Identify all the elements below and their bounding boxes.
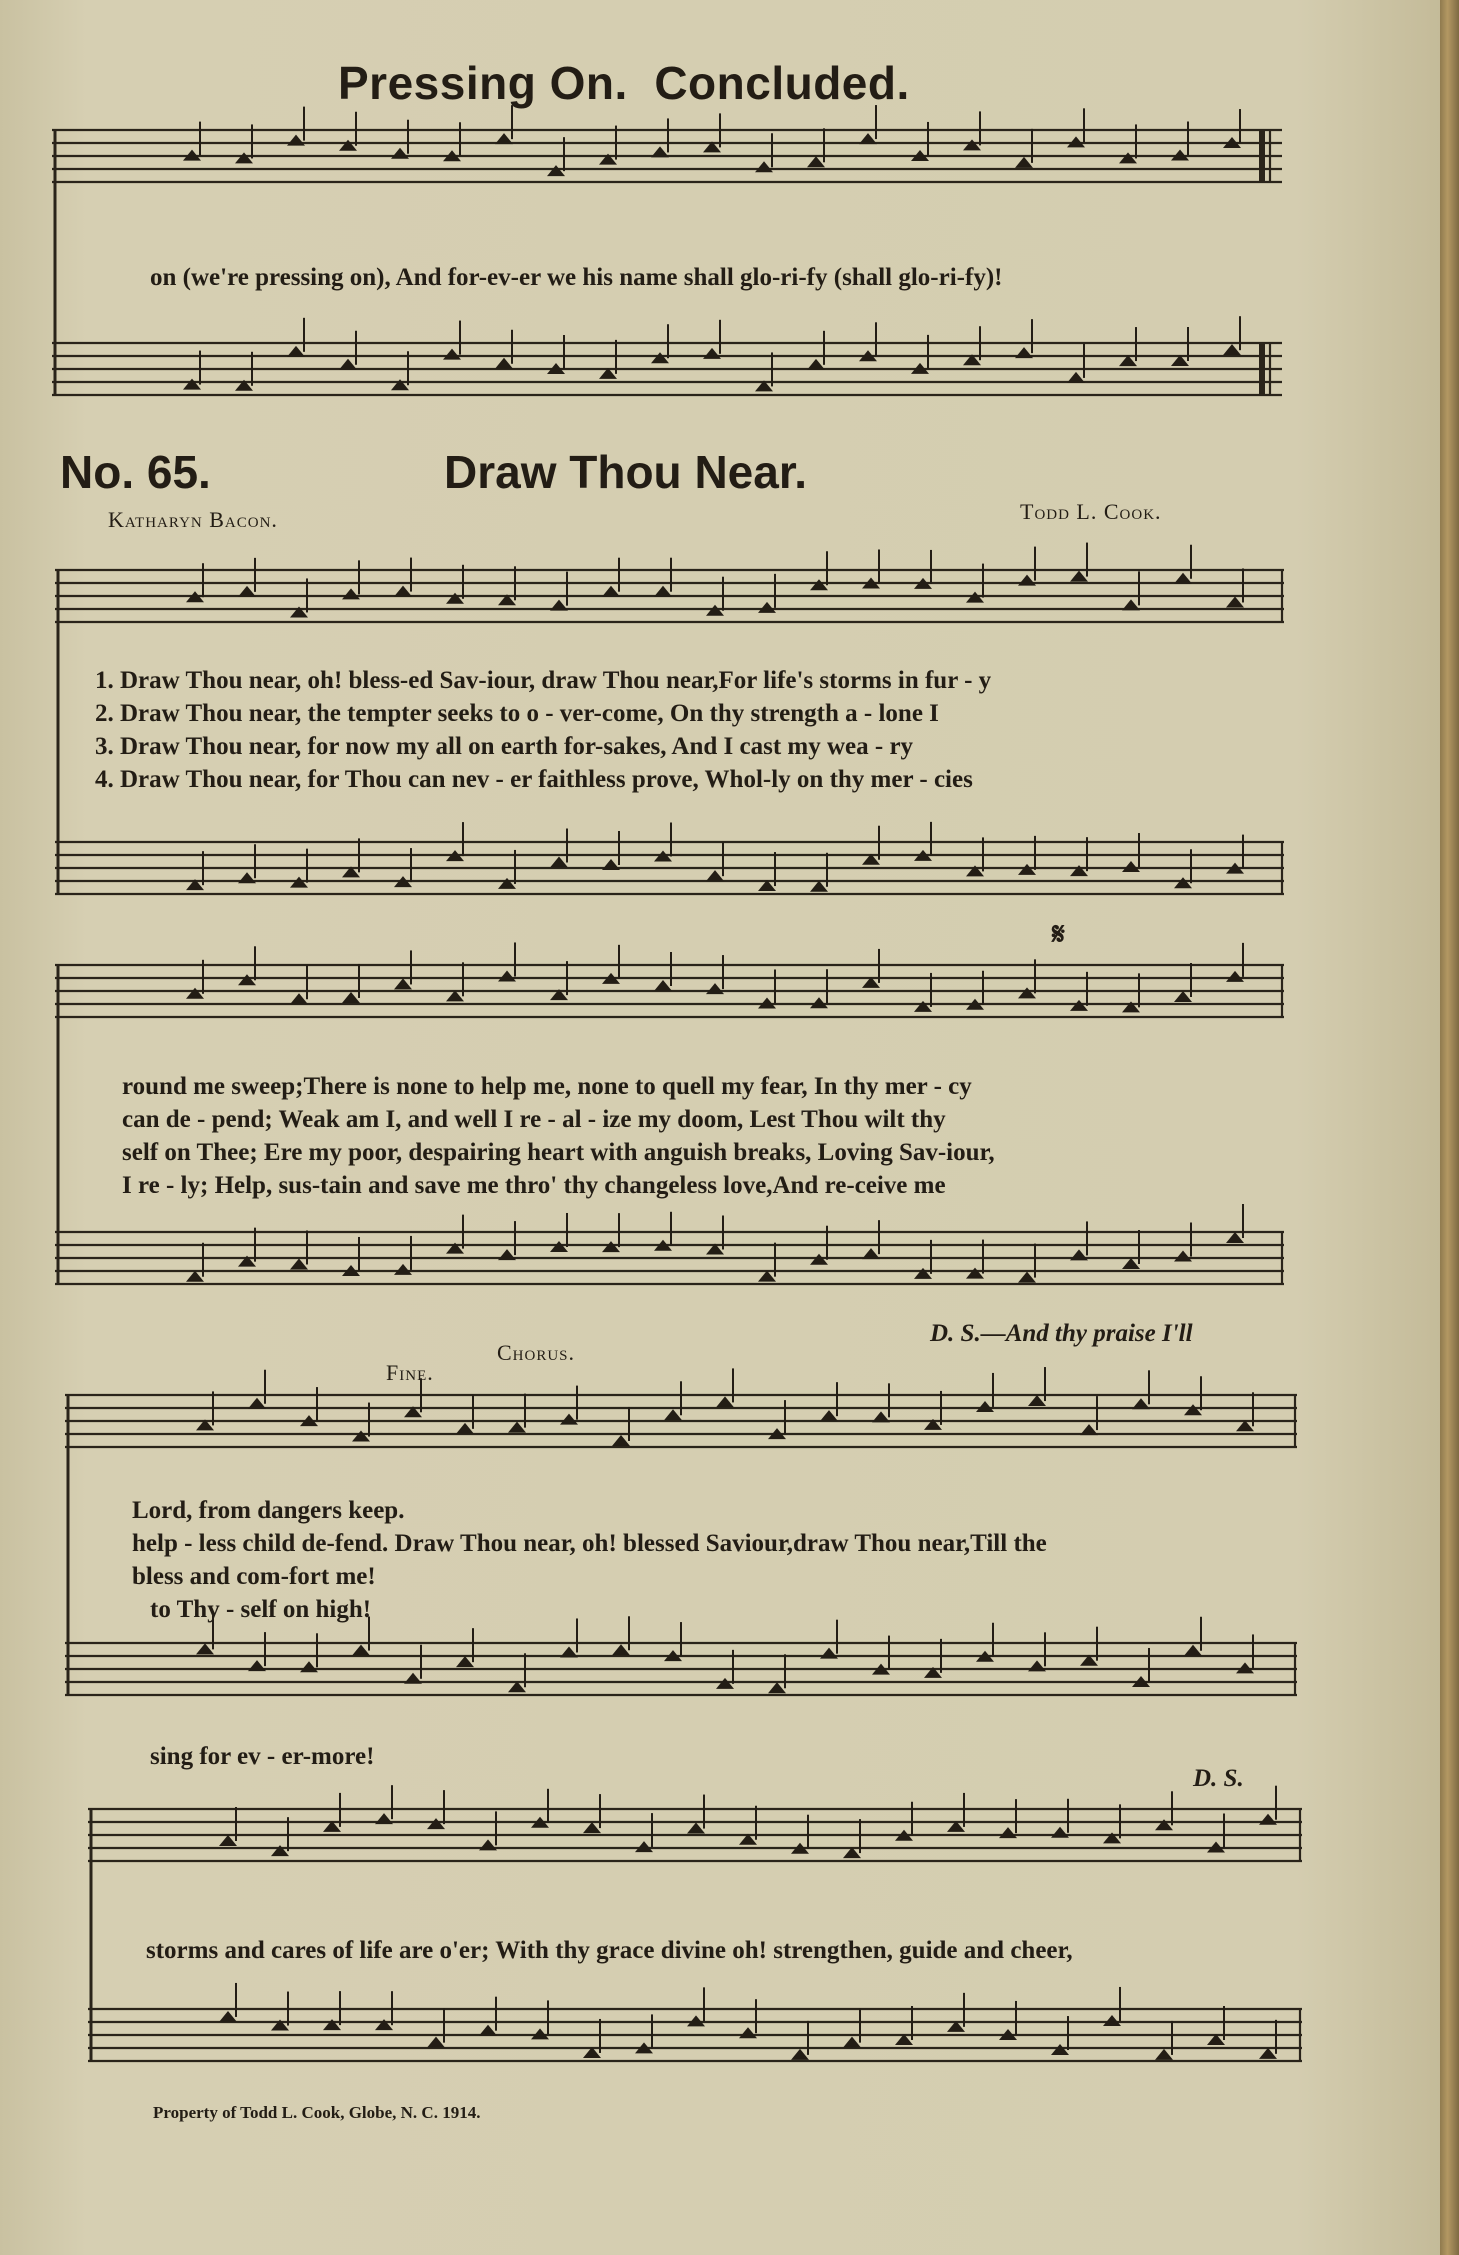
shape-note (1015, 157, 1033, 168)
shape-note (1174, 877, 1192, 888)
shape-note (810, 579, 828, 590)
shape-note (287, 135, 305, 146)
verse-3-line-1: 3. Draw Thou near, for now my all on earth for-sakes, And I cast my wea - ry (95, 733, 914, 760)
shape-note (602, 1241, 620, 1252)
verse-2-chorus-line: help - less child de-fend. Draw Thou near, oh! blessed Saviour,draw Thou near,Till the (132, 1530, 1047, 1557)
shape-note (810, 881, 828, 892)
shape-note (196, 1643, 214, 1654)
shape-note (914, 1001, 932, 1012)
shape-note (495, 358, 513, 369)
shape-note (687, 1823, 705, 1834)
ds-below-line: sing for ev - er-more! (150, 1743, 375, 1770)
verse-3-line-2: self on Thee; Ere my poor, despairing heart with anguish breaks, Loving Sav-iour, (122, 1139, 995, 1166)
shape-note (706, 983, 724, 994)
shape-note (843, 2037, 861, 2048)
ds-mark: D. S. (1193, 1765, 1244, 1792)
shape-note (703, 348, 721, 359)
shape-note (339, 359, 357, 370)
shape-note (498, 970, 516, 981)
shape-note (1015, 347, 1033, 358)
shape-note (859, 133, 877, 144)
shape-note (287, 346, 305, 357)
shape-note (1080, 1424, 1098, 1435)
previous-hymn-lyric: on (we're pressing on), And for-ev-er we his name shall glo-ri-fy (shall glo-ri-fy)! (150, 264, 1003, 291)
verse-4-line-1: 4. Draw Thou near, for Thou can nev - er faithless prove, Whol-ly on thy mer - cies (95, 766, 973, 793)
shape-note (550, 856, 568, 867)
shape-note (550, 1241, 568, 1252)
shape-note (238, 974, 256, 985)
verse-1-line-2: round me sweep;There is none to help me, none to quell my fear, In thy mer - cy (122, 1073, 972, 1100)
shape-note (1103, 2015, 1121, 2026)
shape-note (248, 1660, 266, 1671)
shape-note (391, 148, 409, 159)
shape-note (583, 1822, 601, 1833)
shape-note (219, 1835, 237, 1846)
shape-note (963, 139, 981, 150)
shape-note (394, 1264, 412, 1275)
chorus-lyric-line: storms and cares of life are o'er; With thy grace divine oh! strengthen, guide and cheer, (146, 1937, 1073, 1964)
shape-note (1155, 2049, 1173, 2060)
shape-note (290, 1258, 308, 1269)
shape-note (443, 349, 461, 360)
copyright-footer: Property of Todd L. Cook, Globe, N. C. 1914. (153, 2103, 481, 2122)
shape-note (872, 1411, 890, 1422)
shape-note (810, 997, 828, 1008)
shape-note (1226, 1232, 1244, 1243)
shape-note (1067, 136, 1085, 147)
segno-sign: 𝄋 (1052, 918, 1065, 951)
shape-note (1174, 1251, 1192, 1262)
shape-note (651, 352, 669, 363)
shape-note (755, 161, 773, 172)
shape-note (375, 2019, 393, 2030)
shape-note (1028, 1395, 1046, 1406)
shape-note (479, 1839, 497, 1850)
shape-note (456, 1656, 474, 1667)
shape-note (300, 1661, 318, 1672)
shape-note (560, 1646, 578, 1657)
shape-note (1174, 991, 1192, 1002)
shape-note (758, 602, 776, 613)
shape-note (820, 1410, 838, 1421)
shape-note (427, 1818, 445, 1829)
shape-note (706, 870, 724, 881)
shape-note (664, 1409, 682, 1420)
shape-note (1226, 971, 1244, 982)
shape-note (654, 586, 672, 597)
shape-note (550, 600, 568, 611)
verse-4-chorus-line: to Thy - self on high! (150, 1596, 372, 1623)
shape-note (768, 1682, 786, 1693)
shape-note (1018, 864, 1036, 875)
shape-note (394, 586, 412, 597)
shape-note (186, 988, 204, 999)
shape-note (498, 1249, 516, 1260)
chorus-label: Chorus. (497, 1340, 576, 1365)
shape-note (654, 980, 672, 991)
shape-note (1028, 1660, 1046, 1671)
shape-note (1184, 1645, 1202, 1656)
shape-note (290, 993, 308, 1004)
shape-note (352, 1645, 370, 1656)
shape-note (1223, 344, 1241, 355)
shape-note (1184, 1404, 1202, 1415)
shape-note (1122, 1258, 1140, 1269)
shape-note (739, 2027, 757, 2038)
shape-note (290, 877, 308, 888)
shape-note (375, 1813, 393, 1824)
verse-2-line-2: can de - pend; Weak am I, and well I re - al - ize my doom, Lest Thou wilt thy (122, 1106, 946, 1133)
shape-note (862, 1248, 880, 1259)
shape-note (791, 2049, 809, 2060)
shape-note (999, 1827, 1017, 1838)
shape-note (810, 1254, 828, 1265)
shape-note (716, 1678, 734, 1689)
shape-note (1122, 599, 1140, 610)
shape-note (508, 1422, 526, 1433)
shape-note (706, 605, 724, 616)
shape-note (1132, 1398, 1150, 1409)
shape-note (404, 1673, 422, 1684)
shape-note (547, 165, 565, 176)
shape-note (238, 872, 256, 883)
previous-hymn-title: Pressing On. (338, 57, 628, 109)
verse-1-chorus-line: Lord, from dangers keep. (132, 1497, 405, 1524)
shape-note (1070, 1249, 1088, 1260)
shape-note (352, 1431, 370, 1442)
shape-note (183, 379, 201, 390)
shape-note (1070, 865, 1088, 876)
shape-note (758, 1271, 776, 1282)
page-edge (1440, 0, 1459, 2255)
hymn-number: No. 65. (60, 446, 211, 498)
shape-note (602, 586, 620, 597)
shape-note (495, 133, 513, 144)
shape-note (342, 992, 360, 1003)
shape-note (651, 146, 669, 157)
shape-note (914, 1268, 932, 1279)
shape-note (1122, 861, 1140, 872)
verse-4-line-2: I re - ly; Help, sus-tain and save me thro' thy changeless love,And re-ceive me (122, 1172, 946, 1199)
shape-note (1226, 596, 1244, 607)
shape-note (560, 1414, 578, 1425)
shape-note (339, 140, 357, 151)
shape-note (342, 588, 360, 599)
shape-note (235, 152, 253, 163)
shape-note (976, 1401, 994, 1412)
lyricist-credit: Katharyn Bacon. (108, 507, 278, 532)
shape-note (966, 1268, 984, 1279)
shape-note (807, 359, 825, 370)
fine-label: Fine. (386, 1360, 434, 1385)
shape-note (323, 2019, 341, 2030)
shape-note (1067, 372, 1085, 383)
shape-note (271, 1845, 289, 1856)
shape-note (248, 1398, 266, 1409)
verse-2-line-1: 2. Draw Thou near, the tempter seeks to o - ver-come, On thy strength a - lone I (95, 700, 939, 727)
shape-note (1259, 2048, 1277, 2059)
shape-note (612, 1435, 630, 1446)
shape-note (1051, 2044, 1069, 2055)
shape-note (1018, 1272, 1036, 1283)
hymn-title: Draw Thou Near. (444, 446, 807, 498)
shape-note (1119, 152, 1137, 163)
shape-note (1018, 987, 1036, 998)
shape-note (427, 2037, 445, 2048)
shape-note (456, 1423, 474, 1434)
shape-note (219, 2011, 237, 2022)
shape-note (612, 1644, 630, 1655)
shape-note (238, 586, 256, 597)
shape-note (1070, 571, 1088, 582)
shape-note (807, 156, 825, 167)
shape-note (1051, 1827, 1069, 1838)
ds-chorus-text: D. S.—And thy praise I'll (930, 1320, 1193, 1347)
shape-note (446, 593, 464, 604)
shape-note (1174, 573, 1192, 584)
shape-note (687, 2015, 705, 2026)
previous-hymn-concluded: Concluded. (654, 57, 910, 109)
composer-credit: Todd L. Cook. (1020, 499, 1162, 524)
shape-note (716, 1396, 734, 1407)
shape-note (1018, 575, 1036, 586)
shape-note (498, 878, 516, 889)
verse-1-line-1: 1. Draw Thou near, oh! bless-ed Sav-iour, draw Thou near,For life's storms in fur - y (95, 667, 992, 694)
shape-note (820, 1648, 838, 1659)
shape-note (391, 379, 409, 390)
shape-note (1259, 1814, 1277, 1825)
shape-note (479, 2025, 497, 2036)
verse-3-chorus-line: bless and com-fort me! (132, 1563, 376, 1590)
shape-note (635, 1841, 653, 1852)
shape-note (1070, 1000, 1088, 1011)
shape-note (394, 978, 412, 989)
shape-note (186, 1271, 204, 1282)
shape-note (602, 859, 620, 870)
